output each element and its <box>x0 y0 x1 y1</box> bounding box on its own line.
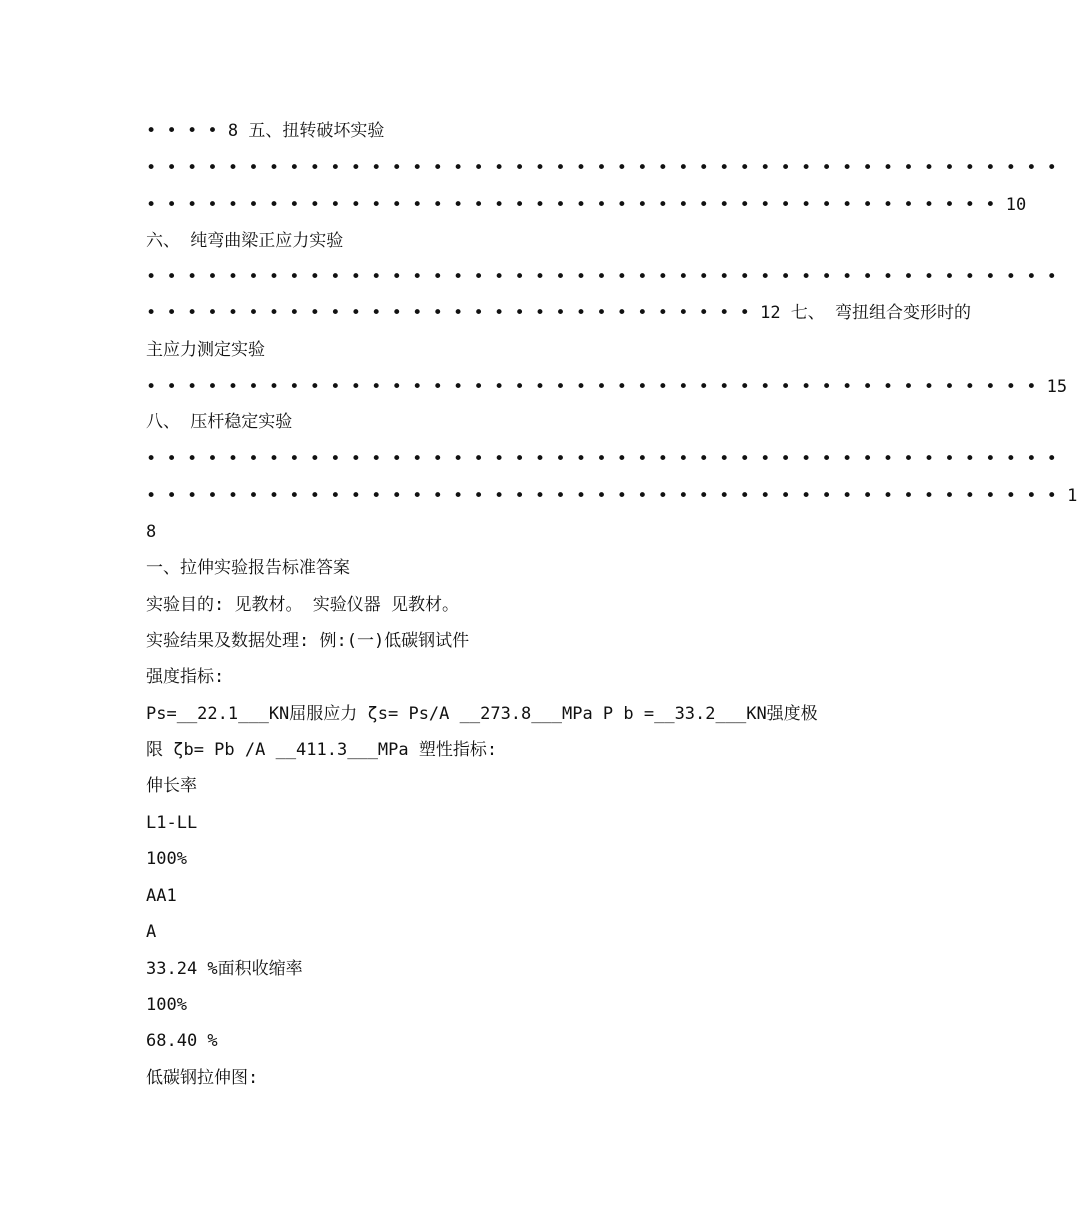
area-reduction-value: 68.40 % <box>146 1031 218 1051</box>
toc-line-bending: 六、 纯弯曲梁正应力实验 <box>146 231 344 251</box>
toc-dot-leader-page-10: • • • • • • • • • • • • • • • • • • • • • • • • • • • • • • • • • • • • • • • • • • 10 <box>146 195 1027 215</box>
toc-line-buckling: 八、 压杆稳定实验 <box>146 412 293 432</box>
toc-dot-leader: • • • • • • • • • • • • • • • • • • • • • • • • • • • • • • • • • • • • • • • • • • • • • <box>146 449 1057 469</box>
toc-page-number: 8 <box>146 522 157 542</box>
strength-limit: 限 ζb= Pb /A __411.3___MPa 塑性指标: <box>146 740 498 760</box>
experiment-purpose: 实验目的: 见教材。 实验仪器 见教材。 <box>146 595 459 615</box>
toc-dot-leader-page-18: • • • • • • • • • • • • • • • • • • • • • • • • • • • • • • • • • • • • • • • • • • • • • 1 <box>146 486 1077 506</box>
strength-values: Ps=__22.1___KN屈服应力 ζs= Ps/A __273.8___MPa P b =__33.2___KN强度极 <box>146 704 818 724</box>
toc-line-principal-stress: 主应力测定实验 <box>146 340 265 360</box>
formula-a: A <box>146 922 157 942</box>
toc-dot-leader: • • • • • • • • • • • • • • • • • • • • • • • • • • • • • • • • • • • • • • • • • • • • • <box>146 158 1057 178</box>
elongation-value: 33.24 %面积收缩率 <box>146 959 303 979</box>
elongation-label: 伸长率 <box>146 776 197 796</box>
strength-index-label: 强度指标: <box>146 667 225 687</box>
stress-strain-diagram-label: 低碳钢拉伸图: <box>146 1068 259 1088</box>
results-heading: 实验结果及数据处理: 例:(一)低碳钢试件 <box>146 631 470 651</box>
toc-dot-leader: • • • • • • • • • • • • • • • • • • • • • • • • • • • • • • • • • • • • • • • • • • • • • <box>146 267 1057 287</box>
toc-dot-leader-page-15: • • • • • • • • • • • • • • • • • • • • • • • • • • • • • • • • • • • • • • • • • • • • 15 <box>146 377 1068 397</box>
formula-aa1: AA1 <box>146 886 177 906</box>
formula-100-percent: 100% <box>146 849 187 869</box>
toc-line-combined: • • • • • • • • • • • • • • • • • • • • • • • • • • • • • • 12 七、 弯扭组合变形时的 <box>146 303 972 323</box>
formula-100-percent: 100% <box>146 995 187 1015</box>
toc-line-torsion: • • • • 8 五、扭转破坏实验 <box>146 121 385 141</box>
formula-l1-ll: L1-LL <box>146 813 198 833</box>
section-title-tensile: 一、拉伸实验报告标准答案 <box>146 558 350 578</box>
